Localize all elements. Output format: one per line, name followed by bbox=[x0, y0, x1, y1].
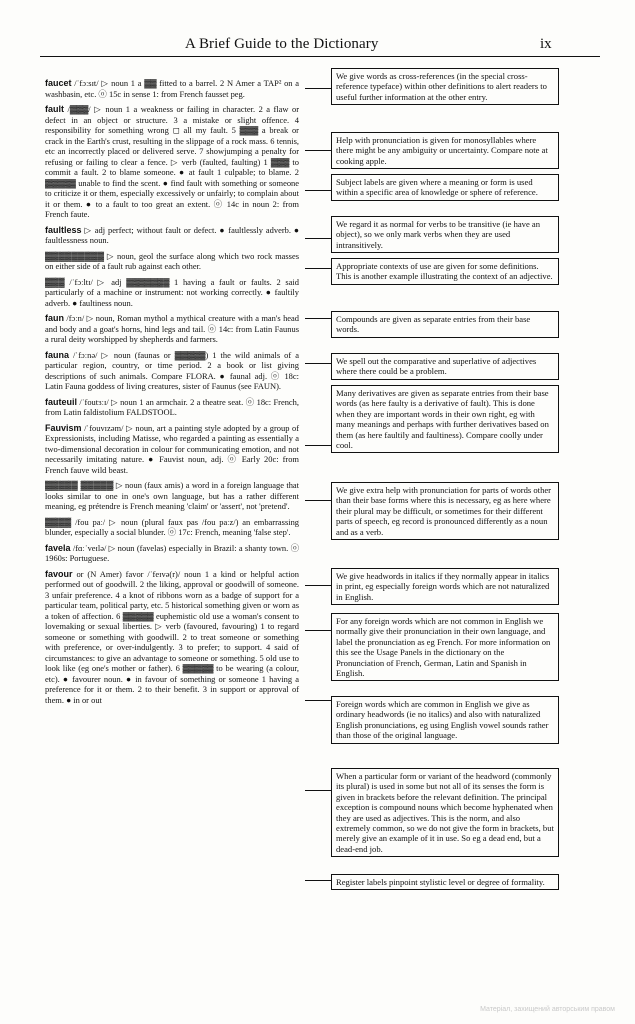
entry-text: /fou paː/ ▷ noun (plural faux pas /fou paːz/) an embarrassing blunder, especially a social blunder. ⓞ 17c: French, meaning 'false step'. bbox=[45, 516, 300, 537]
headword: faucet bbox=[45, 78, 72, 88]
entry-text: or (N Amer) favor /ˈfeɪvə(r)/ noun 1 a kind or helpful action performed out of goodwill. 2 the liking, approval or goodwill of someone. 3 unfair preference. 4 a knot of ribbons worn as a badge of support for a particular team, political party, etc. 5 historical something given or worn as a token of affection. 6 ▓▓▓▓▓ euphemistic old use a woman's consent to lovemaking or sexual liberties. ▷ verb (favoured, favouring) 1 to regard someone or something with goodwill. 2 to treat someone or something with preference, or over-indulgently. 3 to prefer; to support. 4 said of circumstances: to give an advantage to someone or something. 5 old use to look like (eg one's mother or father). 6 ▓▓▓▓▓ to be wearing (a colour, etc). ● favourer noun. ● in favour of something or someone 1 having a preference for it or them. 2 to their benefit. 3 in support or approval of them. ● in or out bbox=[45, 568, 299, 705]
headword: favela bbox=[45, 542, 71, 553]
entry-favour bbox=[45, 569, 299, 706]
note-intransitive-verbs: We regard it as normal for verbs to be transitive (ie have an object), so we only mark verbs when they are used intransitively. bbox=[331, 216, 559, 253]
entry-text: /ˈfɔːnə/ ▷ noun (faunas or ▓▓▓▓▓) 1 the wild animals of a particular region, country, or time period. 2 a book or list giving descriptions of such animals. Compare FLORA. ● faunal adj. ⓞ 18c: Latin Fauna goddess of living creatures, sister of Faunus (see FAUN). bbox=[45, 349, 299, 391]
note-italic-headwords: We give headwords in italics if they normally appear in italics in print, eg especially foreign words which are not naturalized in English. bbox=[331, 568, 559, 605]
dictionary-entries bbox=[45, 78, 299, 710]
header-rule bbox=[40, 56, 600, 57]
entry-fauteuil bbox=[45, 397, 299, 418]
headword: fauteuil bbox=[45, 396, 78, 407]
connector-line bbox=[305, 445, 331, 446]
connector-line bbox=[305, 190, 331, 191]
headword: fauna bbox=[45, 349, 70, 360]
entry-fauvism bbox=[45, 423, 299, 476]
note-comparatives: We spell out the comparative and superlative of adjectives where there could be a problem. bbox=[331, 353, 559, 380]
connector-line bbox=[305, 700, 331, 701]
note-compounds: Compounds are given as separate entries from their base words. bbox=[331, 311, 559, 338]
entry-text: /ˈfoutɜːɪ/ ▷ noun 1 an armchair. 2 a theatre seat. ⓞ 18c: French, from Latin faldistolium FALDSTOOL. bbox=[45, 396, 300, 417]
entry-text: /ˈfɔːltɪ/ ▷ adj ▓▓▓▓▓▓▓ 1 having a fault or faults. 2 said particularly of a machine or instrument: not working correctly. ● faultily adverb. ● faultiness noun. bbox=[45, 276, 299, 308]
entry-text: /▓▓▓/ ▷ noun 1 a weakness or failing in character. 2 a flaw or defect in an object or structure. 3 a mistake or slight offence. 4 responsibility for something wrong ◻ all my fault. 5 ▓▓▓ a break or crack in the Earth's crust, resulting in the slippage of a rock mass. 6 tennis, etc an incorrectly placed or delivered serve. 7 showjumping a penalty for refusing or failing to clear a fence. ▷ verb (faulted, faulting) 1 ▓▓▓ to commit a fault. 2 to blame someone. ● at fault 1 culpable; to blame. 2 ▓▓▓▓▓ unable to find the scent. ● find fault with something or someone to criticize it or them, especially excessively or unfairly; to complain about it or them. ● to a fault to too great an extent. ⓞ 14c in noun 2: from French faute. bbox=[45, 104, 300, 219]
entry-text: /ˈfouvɪzəm/ ▷ noun, art a painting style adopted by a group of Expressionists, including Matisse, who regarded a painting as essentially a two-dimensional decoration in colour for communicating emotion, and not necessarily imitating nature. ● Fauvist noun, adj. ⓞ Early 20c: from French fauve wild beast. bbox=[45, 422, 300, 475]
entry-text: /fɑːˈveɪlə/ ▷ noun (favelas) especially in Brazil: a shanty town. ⓞ 1960s: Portuguese. bbox=[45, 542, 300, 563]
entry-faux-pas bbox=[45, 517, 299, 538]
headword: ▓▓▓▓▓ ▓▓▓▓▓ bbox=[45, 480, 114, 490]
connector-line bbox=[305, 268, 331, 269]
note-derivatives: Many derivatives are given as separate entries from their base words (as here faulty is a derivative of fault). This is done when they are important words in their own right, eg with many meanings and perhaps with further derivatives based on them (as here faultily and faultiness). Compare coolly under cool. bbox=[331, 385, 559, 453]
entry-text: ▷ noun, geol the surface along which two rock masses on either side of a fault rub against each other. bbox=[45, 250, 299, 271]
headword: faun bbox=[45, 313, 64, 323]
entry-faucet bbox=[45, 78, 299, 99]
entry-text: /ˈfɔːsɪt/ ▷ noun 1 a ▓▓ fitted to a barrel. 2 N Amer a TAP² on a washbasin, etc. ⓞ 15c in sense 1: from French fausset peg. bbox=[45, 78, 299, 99]
note-variant-forms: When a particular form or variant of the headword (commonly its plural) is used in some but not all of its senses the form is given in brackets before the relevant definition. The principal exception is compound nouns which become hyphenated when they are used as adjectives. This is the norm, and also extremely common, so we do not give the form in brackets, but merely give an example of it in use. So eg a dead end, but a dead-end job. bbox=[331, 768, 559, 857]
connector-line bbox=[305, 150, 331, 151]
headword: favour bbox=[45, 568, 73, 579]
note-register-labels: Register labels pinpoint stylistic level or degree of formality. bbox=[331, 874, 559, 890]
note-cross-references: We give words as cross-references (in the special cross-reference typeface) within other definitions to alert readers to useful further information at the other entry. bbox=[331, 68, 559, 105]
note-pronunciation: Help with pronunciation is given for monosyllables where there might be any ambiguity or uncertainty. Compare note at cooking apple. bbox=[331, 132, 559, 169]
connector-line bbox=[305, 500, 331, 501]
entry-faux-ami bbox=[45, 480, 299, 512]
entry-fault-plane bbox=[45, 251, 299, 272]
note-extra-pronunciation: We give extra help with pronunciation for parts of words other than their base forms where this is necessary, eg as here where their plural may be difficult, or sometimes for their different parts of speech, eg record is pronounced differently as a noun and as a verb. bbox=[331, 482, 559, 540]
connector-line bbox=[305, 790, 331, 791]
headword: ▓▓▓▓▓▓▓▓▓ bbox=[45, 250, 105, 261]
connector-line bbox=[305, 630, 331, 631]
running-title: A Brief Guide to the Dictionary bbox=[185, 36, 379, 52]
entry-text: ▷ noun (faux amis) a word in a foreign language that looks similar to one in one's own language, but has a rather different meaning, eg prétendre is French meaning 'claim' or 'assert', not 'pretend'. bbox=[45, 480, 300, 511]
headword: Fauvism bbox=[45, 422, 82, 433]
connector-line bbox=[305, 880, 331, 881]
entry-text: /fɔːn/ ▷ noun, Roman mythol a mythical creature with a man's head and body and a goat's horns, hind legs and tail. ⓞ 14c: from Latin Faunus a rural deity worshipped by shepherds and farmers. bbox=[45, 313, 300, 344]
note-common-foreign-words: Foreign words which are common in English we give as ordinary headwords (ie no italics) and also with naturalized English pronunciations, eg using English vowel sounds rather than those of the original language. bbox=[331, 696, 559, 744]
connector-line bbox=[305, 585, 331, 586]
entry-text: ▷ adj perfect; without fault or defect. ● faultlessly adverb. ● faultlessness noun. bbox=[45, 224, 300, 245]
entry-fault bbox=[45, 104, 299, 220]
note-foreign-words: For any foreign words which are not common in English we normally give their pronunciation in their own language, and label the pronunciation as eg French. For more information on this see the Usage Panels in the dictionary on the Pronunciation of French, German, Latin and Spanish in English. bbox=[331, 613, 559, 681]
entry-fauna bbox=[45, 350, 299, 392]
connector-line bbox=[305, 318, 331, 319]
entry-favela bbox=[45, 543, 299, 564]
note-contexts-of-use: Appropriate contexts of use are given for some definitions. This is another example illustrating the context of an adjective. bbox=[331, 258, 559, 285]
connector-line bbox=[305, 363, 331, 364]
copyright-watermark: Матеріал, захищений авторським правом bbox=[480, 1006, 615, 1013]
headword: ▓▓▓▓ bbox=[45, 516, 72, 527]
page-number: ix bbox=[540, 36, 552, 52]
connector-line bbox=[305, 238, 331, 239]
connector-line bbox=[305, 88, 331, 89]
entry-faun bbox=[45, 313, 299, 345]
entry-faulty bbox=[45, 277, 299, 309]
note-subject-labels: Subject labels are given where a meaning or form is used within a specific area of knowledge or sphere of reference. bbox=[331, 174, 559, 201]
headword: ▓▓▓ bbox=[45, 276, 65, 287]
headword: faultless bbox=[45, 224, 82, 235]
entry-faultless bbox=[45, 225, 299, 246]
headword: fault bbox=[45, 104, 64, 114]
